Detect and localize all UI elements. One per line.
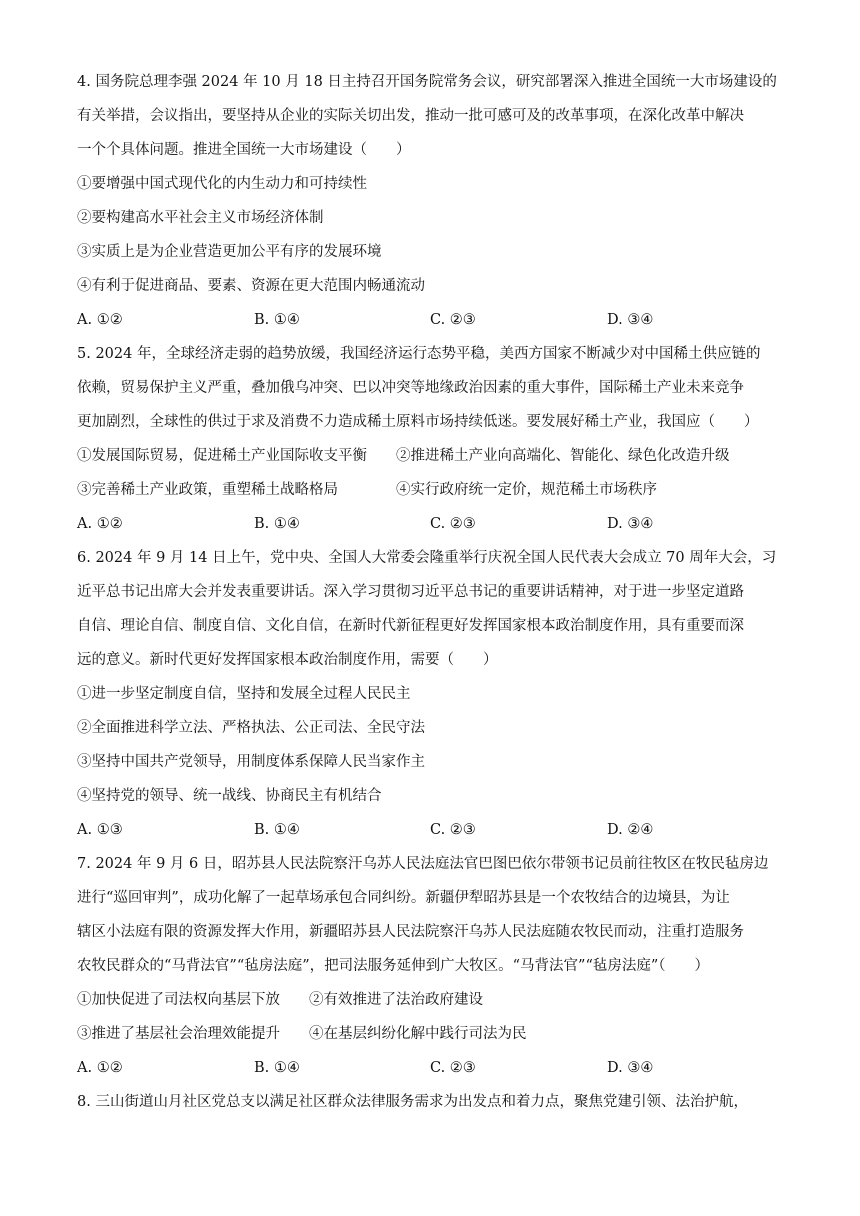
answer-option-d[interactable]: D. ②④ <box>607 822 654 838</box>
answer-option-c[interactable]: C. ②③ <box>430 1060 476 1076</box>
answer-option-d[interactable]: D. ③④ <box>607 1060 654 1076</box>
answer-option-b[interactable]: B. ①④ <box>254 312 300 328</box>
question-stem-line: 自信、理论自信、制度自信、文化自信，在新时代新征程更好发挥国家根本政治制度作用，具有重要而深 <box>77 618 744 634</box>
question-stem-line: 7. 2024 年 9 月 6 日，昭苏县人民法院察汗乌苏人民法庭法官巴图巴依尔带领书记员前往牧区在牧民毡房边 <box>77 856 769 872</box>
question-stem-line: 一个个具体问题。推进全国统一大市场建设（ ） <box>77 142 411 158</box>
question-stem-line: 4. 国务院总理李强 2024 年 10 月 18 日主持召开国务院常务会议，研究部署深入推进全国统一大市场建设的 <box>77 74 777 90</box>
question-stem-line: 远的意义。新时代更好发挥国家根本政治制度作用，需要（ ） <box>77 652 498 668</box>
answer-option-d[interactable]: D. ③④ <box>607 516 654 532</box>
answer-option-a[interactable]: A. ①③ <box>77 822 123 838</box>
answer-option-b[interactable]: B. ①④ <box>254 1060 300 1076</box>
answer-option-c[interactable]: C. ②③ <box>430 822 476 838</box>
answer-option-a[interactable]: A. ①② <box>77 1060 123 1076</box>
question-stem-line: 近平总书记出席大会并发表重要讲话。深入学习贯彻习近平总书记的重要讲话精神，对于进一步坚定道路 <box>77 584 744 600</box>
question-stem-line: 8. 三山街道山月社区党总支以满足社区群众法律服务需求为出发点和着力点，聚焦党建引领、法治护航， <box>77 1094 748 1110</box>
answer-option-d[interactable]: D. ③④ <box>607 312 654 328</box>
statement-item: ②要构建高水平社会主义市场经济体制 <box>77 210 324 226</box>
statement-item: ④坚持党的领导、统一战线、协商民主有机结合 <box>77 788 382 804</box>
question-stem-line: 有关举措，会议指出，要坚持从企业的实际关切出发，推动一批可感可及的改革事项，在深化改革中解决 <box>77 108 744 124</box>
answer-option-b[interactable]: B. ①④ <box>254 516 300 532</box>
question-stem-line: 5. 2024 年，全球经济走弱的趋势放缓，我国经济运行态势平稳，美西方国家不断减少对中国稀土供应链的 <box>77 346 761 362</box>
question-stem-line: 农牧民群众的“马背法官”“毡房法庭”，把司法服务延伸到广大牧区。“马背法官”“毡房法庭”（ ） <box>77 958 710 974</box>
statement-item: ①要增强中国式现代化的内生动力和可持续性 <box>77 176 367 192</box>
statement-item: ④有利于促进商品、要素、资源在更大范围内畅通流动 <box>77 278 425 294</box>
statement-item: ③推进了基层社会治理效能提升 ④在基层纠纷化解中践行司法为民 <box>77 1026 527 1042</box>
question-stem-line: 进行“巡回审判”，成功化解了一起草场承包合同纠纷。新疆伊犁昭苏县是一个农牧结合的边境县，为让 <box>77 890 730 906</box>
answer-option-b[interactable]: B. ①④ <box>254 822 300 838</box>
statement-item: ①发展国际贸易，促进稀土产业国际收支平衡 ②推进稀土产业向高端化、智能化、绿色化改造升级 <box>77 448 730 464</box>
answer-option-a[interactable]: A. ①② <box>77 312 123 328</box>
question-stem-line: 辖区小法庭有限的资源发挥大作用，新疆昭苏县人民法院察汗乌苏人民法庭随农牧民而动，注重打造服务 <box>77 924 744 940</box>
statement-item: ③实质上是为企业营造更加公平有序的发展环境 <box>77 244 382 260</box>
answer-option-c[interactable]: C. ②③ <box>430 312 476 328</box>
question-stem-line: 6. 2024 年 9 月 14 日上午，党中央、全国人大常委会隆重举行庆祝全国人民代表大会成立 70 周年大会，习 <box>77 550 777 566</box>
statement-item: ③完善稀土产业政策，重塑稀土战略格局 ④实行政府统一定价，规范稀土市场秩序 <box>77 482 657 498</box>
statement-item: ①加快促进了司法权向基层下放 ②有效推进了法治政府建设 <box>77 992 483 1008</box>
question-stem-line: 依赖，贸易保护主义严重，叠加俄乌冲突、巴以冲突等地缘政治因素的重大事件，国际稀土产业未来竞争 <box>77 380 744 396</box>
answer-option-a[interactable]: A. ①② <box>77 516 123 532</box>
question-stem-line: 更加剧烈，全球性的供过于求及消费不力造成稀土原料市场持续低迷。要发展好稀土产业，我国应（ ） <box>77 414 759 430</box>
statement-item: ①进一步坚定制度自信，坚持和发展全过程人民民主 <box>77 686 411 702</box>
answer-option-c[interactable]: C. ②③ <box>430 516 476 532</box>
statement-item: ②全面推进科学立法、严格执法、公正司法、全民守法 <box>77 720 425 736</box>
statement-item: ③坚持中国共产党领导，用制度体系保障人民当家作主 <box>77 754 425 770</box>
